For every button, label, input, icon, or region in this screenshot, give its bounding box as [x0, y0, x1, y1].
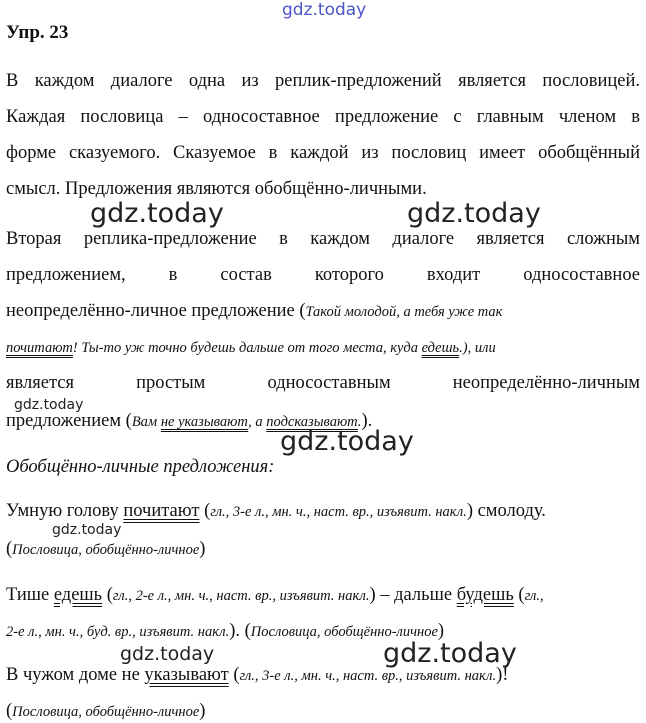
example-3-line-1	[6, 664, 640, 687]
watermark-2: gdz.today	[407, 198, 541, 229]
example-1-line-2	[6, 538, 640, 561]
ex2-mid: ) – дальше	[369, 585, 457, 605]
example-3-line-2	[6, 700, 640, 723]
ex1-end: ) смолоду.	[466, 501, 546, 521]
ex3-type: Пословица, обобщённо-личное	[12, 704, 200, 720]
watermark-7: gdz.today	[383, 638, 517, 669]
watermark-4: gdz.today	[280, 426, 414, 457]
ex2-end: )	[437, 621, 445, 641]
p2-line6-text: предложением (	[6, 411, 132, 431]
ex3-end: )!	[496, 665, 509, 685]
ex2-type: Пословица, обобщённо-личное	[250, 624, 438, 640]
p2-example-2-mid: , а	[248, 414, 267, 430]
ex2-morphology-2-start: гл.,	[524, 588, 544, 604]
paragraph-2-line-1: Вторая реплика-предложение в каждом диалоге является сложным	[6, 229, 640, 249]
p2-predicate-podskazyvayut: подсказывают	[266, 414, 358, 430]
ex1-paren2-close: )	[199, 539, 206, 559]
ex1-predicate: почитают	[123, 501, 200, 521]
paragraph-2-line-2: предложением, в состав которого входит односоставное	[6, 265, 640, 285]
ex2-paren-close: ). (	[229, 621, 251, 641]
p2-predicate-edesh: едешь	[421, 340, 460, 356]
ex3-paren-open: (	[228, 665, 240, 685]
example-2-line-1	[6, 584, 640, 607]
p2-predicate-pochitayut: почитают	[6, 340, 73, 356]
ex2-paren-open-2: (	[513, 585, 525, 605]
ex2-morphology-2-end: 2-е л., мн. ч., буд. вр., изъявит. накл.	[6, 624, 230, 640]
p2-predicate-ne-ukazyvayut: не указывают	[160, 414, 249, 430]
ex2-text: Тише	[6, 585, 54, 605]
watermark-5: gdz.today	[52, 522, 122, 538]
ex3-predicate: указывают	[144, 665, 229, 685]
watermark-6: gdz.today	[120, 643, 215, 665]
ex2-predicate-1: едешь	[53, 585, 103, 605]
ex1-paren2-open: (	[6, 539, 13, 559]
paragraph-1-line-1: В каждом диалоге одна из реплик-предложений является пословицей.	[6, 71, 640, 91]
paragraph-1-line-2: Каждая пословица – односоставное предложение с главным членом в	[6, 107, 640, 127]
p2-example-2-dot: .	[357, 414, 362, 430]
ex2-morphology-1: гл., 2-е л., мн. ч., наст. вр., изъявит. накл.	[112, 588, 370, 604]
ex3-paren2-close: )	[199, 701, 206, 721]
exercise-title: Упр. 23	[6, 22, 69, 43]
ex3-paren2-open: (	[6, 701, 13, 721]
p2-line4-end: .), или	[459, 340, 496, 356]
ex1-morphology: гл., 3-е л., мн. ч., наст. вр., изъявит. накл.	[210, 504, 467, 520]
p2-line3-text: неопределённо-личное предложение (	[6, 301, 306, 321]
ex3-text: В чужом доме не	[6, 665, 145, 685]
watermark-1: gdz.today	[90, 198, 224, 229]
p2-example-continuation: ! Ты-то уж точно будешь дальше от того места, куда	[72, 340, 422, 356]
p2-example-phrase: Такой молодой, а тебя уже так	[305, 304, 503, 320]
paragraph-1-line-3: форме сказуемого. Сказуемое в каждой из пословиц имеет обобщённый	[6, 143, 640, 163]
watermark-top: gdz.today	[282, 0, 367, 20]
p2-example-2-start: Вам	[131, 414, 161, 430]
ex1-type: Пословица, обобщённо-личное	[12, 542, 200, 558]
ex2-predicate-2: будешь	[456, 585, 514, 605]
ex3-morphology: гл., 3-е л., мн. ч., наст. вр., изъявит. накл.	[239, 668, 497, 684]
p2-line6-end: ).	[361, 411, 373, 431]
example-1-line-1	[6, 500, 640, 523]
ex2-paren-open: (	[102, 585, 113, 605]
paragraph-1-line-4: смысл. Предложения являются обобщённо-личными.	[6, 179, 427, 199]
section-heading: Обобщённо-личные предложения:	[6, 457, 275, 477]
ex1-paren-open: (	[199, 501, 211, 521]
example-2-line-2	[6, 620, 640, 643]
paragraph-2-line-3	[6, 300, 640, 323]
ex1-text: Умную голову	[6, 501, 124, 521]
paragraph-2-line-4	[6, 336, 640, 359]
watermark-3: gdz.today	[14, 397, 84, 413]
paragraph-2-line-5: является простым односоставным неопределённо-личным	[6, 373, 640, 393]
